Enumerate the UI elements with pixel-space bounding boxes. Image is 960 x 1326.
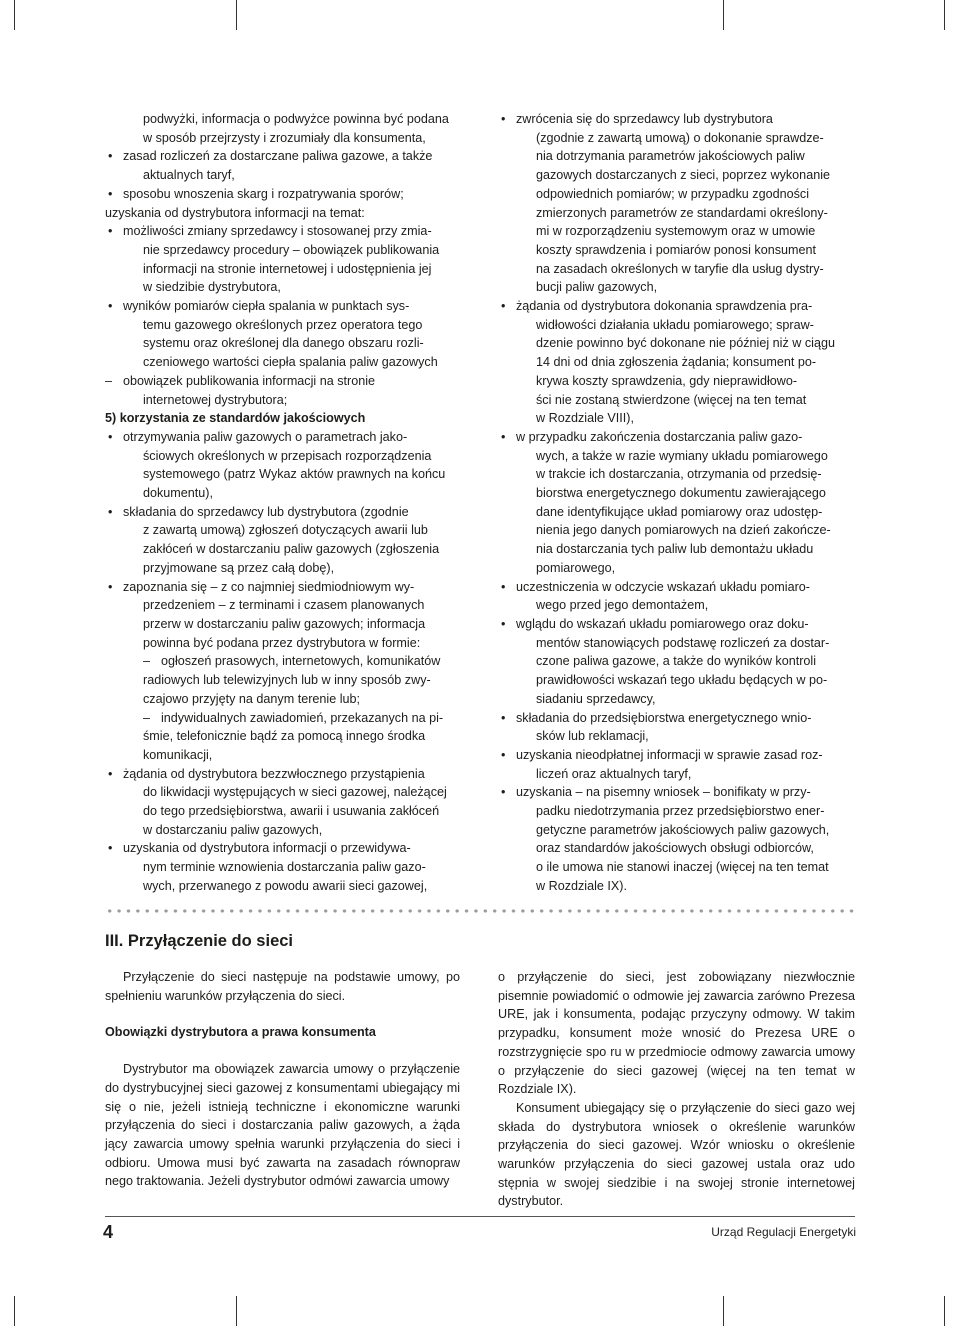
text-line: • wyników pomiarów ciepła spalania w punktach sys- <box>105 297 460 316</box>
text-line: w siedzibie dystrybutora, <box>143 280 281 295</box>
text-line: powinna być podana przez dystrybutora w formie: <box>143 635 421 650</box>
text-line: • zapoznania się – z co najmniej siedmiodniowym wy- <box>105 578 460 597</box>
text-line: gazowych dostarczanych z sieci, poprzez wykonanie <box>536 168 830 183</box>
text-line: w Rozdziale IX). <box>536 878 627 893</box>
text-line: do likwidacji występujących w sieci gazowej, należącej <box>143 785 447 800</box>
right-column <box>498 110 855 896</box>
text-line: śmie, telefonicznie bądź za pomocą innego środka <box>143 729 426 744</box>
text-line: biorstwa energetycznego dokumentu zawierającego <box>536 486 826 501</box>
text-line: zmierzonych parametrów ze standardami określony- <box>536 205 828 220</box>
text-line: w trakcie ich dostarczania, otrzymania od przedsię- <box>536 467 822 482</box>
text-line: sków lub reklamacji, <box>536 729 649 744</box>
text-line: nie sprzedawcy procedury – obowiązek publikowania <box>143 242 440 257</box>
text-line: mentów stanowiących podstawę rozliczeń za dostar- <box>536 635 830 650</box>
footer-rule <box>105 1216 855 1217</box>
subheading: Obowiązki dystrybutora a prawa konsumenta <box>105 1025 376 1040</box>
text-line: w Rozdziale VIII), <box>536 411 634 426</box>
text-line: wego przed jego demontażem, <box>536 598 709 613</box>
text-line: systemu oraz określonej dla danego obszaru rozli- <box>143 336 424 351</box>
text-line: (zgodnie z zawartą umową) o dokonanie sprawdze- <box>536 130 824 145</box>
text-line: radiowych lub telewizyjnych lub w inny sposób zwy- <box>143 673 431 688</box>
text-line: nienia jego danych pomiarowych na dzień zakończe- <box>536 523 831 538</box>
text-line: z zawartą umową) zgłoszeń dotyczących awarii lub <box>143 523 428 538</box>
text-line: odpowiednich pomiarów; w przypadku zgodności <box>536 186 810 201</box>
text-line: aktualnych taryf, <box>143 168 235 183</box>
text-line: • zasad rozliczeń za dostarczane paliwa gazowe, a także <box>105 147 460 166</box>
text-line: 5) korzystania ze standardów jakościowych <box>105 411 366 426</box>
text-line: wych, przerwanego z powodu awarii sieci gazowej, <box>143 878 428 893</box>
text-line: internetowej dystrybutora; <box>143 392 288 407</box>
text-line: czeniowego wartości ciepła spalania paliw gazowych <box>143 355 438 370</box>
text-line: nia dostarczania tych paliw lub demontażu układu <box>536 542 814 557</box>
text-line: wych, a także w razie wymiany układu pomiarowego <box>536 448 828 463</box>
text-line: zakłóceń w dostarczaniu paliw gazowych (zgłoszenia <box>143 542 440 557</box>
left-column <box>105 110 460 896</box>
text-line: systemowego (patrz Wykaz aktów prawnych na końcu <box>143 467 446 482</box>
text-line: • wglądu do wskazań układu pomiarowego oraz doku- <box>498 615 855 634</box>
text-line: widłowości działania układu pomiarowego; spraw- <box>536 317 814 332</box>
text-line: przerw w dostarczaniu paliw gazowych; informacja <box>143 616 426 631</box>
text-line: • otrzymywania paliw gazowych o parametrach jako- <box>105 428 460 447</box>
text-line: 14 dni od dnia zgłoszenia żądania; konsument po- <box>536 355 817 370</box>
text-line: • w przypadku zakończenia dostarczania paliw gazo- <box>498 428 855 447</box>
text-line: przedzeniem – z terminami i czasem planowanych <box>143 598 425 613</box>
text-line: na zasadach określonych w taryfie dla usług dystry- <box>536 261 824 276</box>
section-title: III. Przyłączenie do sieci <box>105 932 294 950</box>
text-line: – obowiązek publikowania informacji na stronie <box>105 372 460 391</box>
text-line: siadaniu sprzedawcy, <box>536 691 656 706</box>
text-line: informacji na stronie internetowej i udostępnienia jej <box>143 261 432 276</box>
dotted-separator <box>105 908 855 914</box>
text-line: mi w rozporządzeniu systemowym oraz w umowie <box>536 224 816 239</box>
text-line: • składania do sprzedawcy lub dystrybutora (zgodnie <box>105 503 460 522</box>
text-line: ści nie zostaną stwierdzone (więcej na ten temat <box>536 392 807 407</box>
text-line: • możliwości zmiany sprzedawcy i stosowanej przy zmia- <box>105 222 460 241</box>
text-line: czajowo przyjęty na danym terenie lub; <box>143 691 361 706</box>
intro-paragraph: Przyłączenie do sieci następuje na podstawie umowy, po spełnieniu warunków przyłączenia do sieci. <box>105 970 460 1003</box>
right-paragraph-1: o przyłączenie do sieci, jest zobowiązany niezwłocznie pisemnie powiadomić o odmowie jej zawarcia zarówno Prezesa URE, jak i konsumenta, podając przyczyny odmowy. W takim przypadku, konsument może wnosić do Prezesa URE o rozstrzygnięcie spo ru w przedmiocie odmowy zawarcia umowy o przyłączenie do sieci gazowej (więcej na ten temat w Rozdziale IX). <box>498 970 855 1097</box>
text-line: komunikacji, <box>143 747 213 762</box>
text-line: czone paliwa gazowe, a także do wyników kontroli <box>536 654 817 669</box>
text-line: – indywidualnych zawiadomień, przekazanych na pi- <box>105 709 460 728</box>
right-paragraph-2: Konsument ubiegający się o przyłączenie do sieci gazo wej składa do dystrybutora wniosek o określenie warunków przyłączenia do sieci gazowej. Wzór wniosku o określenie warunków przyłączenia do sieci gazowej ustala oraz udo stępnia w swojej siedzibie i na swojej stronie internetowej dystrybutor. <box>498 1100 855 1209</box>
text-line: liczeń oraz aktualnych taryf, <box>536 766 692 781</box>
text-line: w dostarczaniu paliw gazowych, <box>143 822 323 837</box>
lower-left-column <box>105 968 460 1191</box>
footer-organization: Urząd Regulacji Energetyki <box>711 1225 856 1239</box>
text-line: dane identyfikujące układ pomiarowy oraz udostęp- <box>536 504 823 519</box>
text-line: • składania do przedsiębiorstwa energetycznego wnio- <box>498 709 855 728</box>
text-line: • sposobu wnoszenia skarg i rozpatrywania sporów; <box>105 185 460 204</box>
text-line: temu gazowego określonych przez operatora tego <box>143 317 423 332</box>
text-line: bucji paliw gazowych, <box>536 280 658 295</box>
left-paragraph: Dystrybutor ma obowiązek zawarcia umowy o przyłączenie do dystrybucyjnej sieci gazowej z konsumentami ubiegający mi się o nie, jeżeli istnieją techniczne i ekonomiczne warunki przyłączenia do sieci i dostarczania paliw gazowych, a żąda jący zawarcia umowy spełnia warunki przyłączenia do sieci i odbioru. Umowa musi być zawarta na zasadach równopraw nego traktowania. Jeżeli dystrybutor odmówi zawarcia umowy <box>105 1062 460 1189</box>
text-line: uzyskania od dystrybutora informacji na temat: <box>105 205 365 220</box>
text-line: ściowych określonych w przepisach rozporządzenia <box>143 448 432 463</box>
text-line: prawidłowości wskazań tego układu będących w po- <box>536 673 828 688</box>
text-line: do tego przedsiębiorstwa, awarii i usuwania zakłóceń <box>143 804 440 819</box>
text-line: dokumentu), <box>143 486 214 501</box>
text-line: koszty sprawdzenia i pomiarów ponosi konsument <box>536 242 816 257</box>
text-line: • uzyskania nieodpłatnej informacji w sprawie zasad roz- <box>498 746 855 765</box>
text-line: pomiarowego, <box>536 560 616 575</box>
text-line: • żądania od dystrybutora bezzwłocznego przystąpienia <box>105 765 460 784</box>
text-line: w sposób przejrzysty i zrozumiały dla konsumenta, <box>143 130 426 145</box>
text-line: dzenie powinno być dokonane nie później niż w ciągu <box>536 336 835 351</box>
lower-right-column <box>498 968 855 1211</box>
text-line: podwyżki, informacja o podwyżce powinna być podana <box>143 112 449 126</box>
page-number: 4 <box>103 1222 114 1242</box>
text-line: getyczne parametrów jakościowych paliw gazowych, <box>536 822 830 837</box>
text-line: o ile umowa nie stanowi inaczej (więcej na ten temat <box>536 860 829 875</box>
text-line: nia dotrzymania parametrów jakościowych paliw <box>536 149 805 164</box>
text-line: • zwrócenia się do sprzedawcy lub dystrybutora <box>498 110 855 129</box>
text-line: – ogłoszeń prasowych, internetowych, komunikatów <box>105 652 460 671</box>
text-line: krywa koszty sprawdzenia, gdy nieprawidłowo- <box>536 373 798 388</box>
text-line: • uzyskania od dystrybutora informacji o przewidywa- <box>105 839 460 858</box>
text-line: • uczestniczenia w odczycie wskazań układu pomiaro- <box>498 578 855 597</box>
text-line: przyjmowane są przez całą dobę), <box>143 560 335 575</box>
text-line: oraz standardów jakościowych obsługi odbiorców, <box>536 841 814 856</box>
text-line: • uzyskania – na pisemny wniosek – bonifikaty w przy- <box>498 783 855 802</box>
text-line: nym terminie wznowienia dostarczania paliw gazo- <box>143 860 426 875</box>
text-line: padku niedotrzymania przez przedsiębiorstwo ener- <box>536 804 825 819</box>
text-line: • żądania od dystrybutora dokonania sprawdzenia pra- <box>498 297 855 316</box>
